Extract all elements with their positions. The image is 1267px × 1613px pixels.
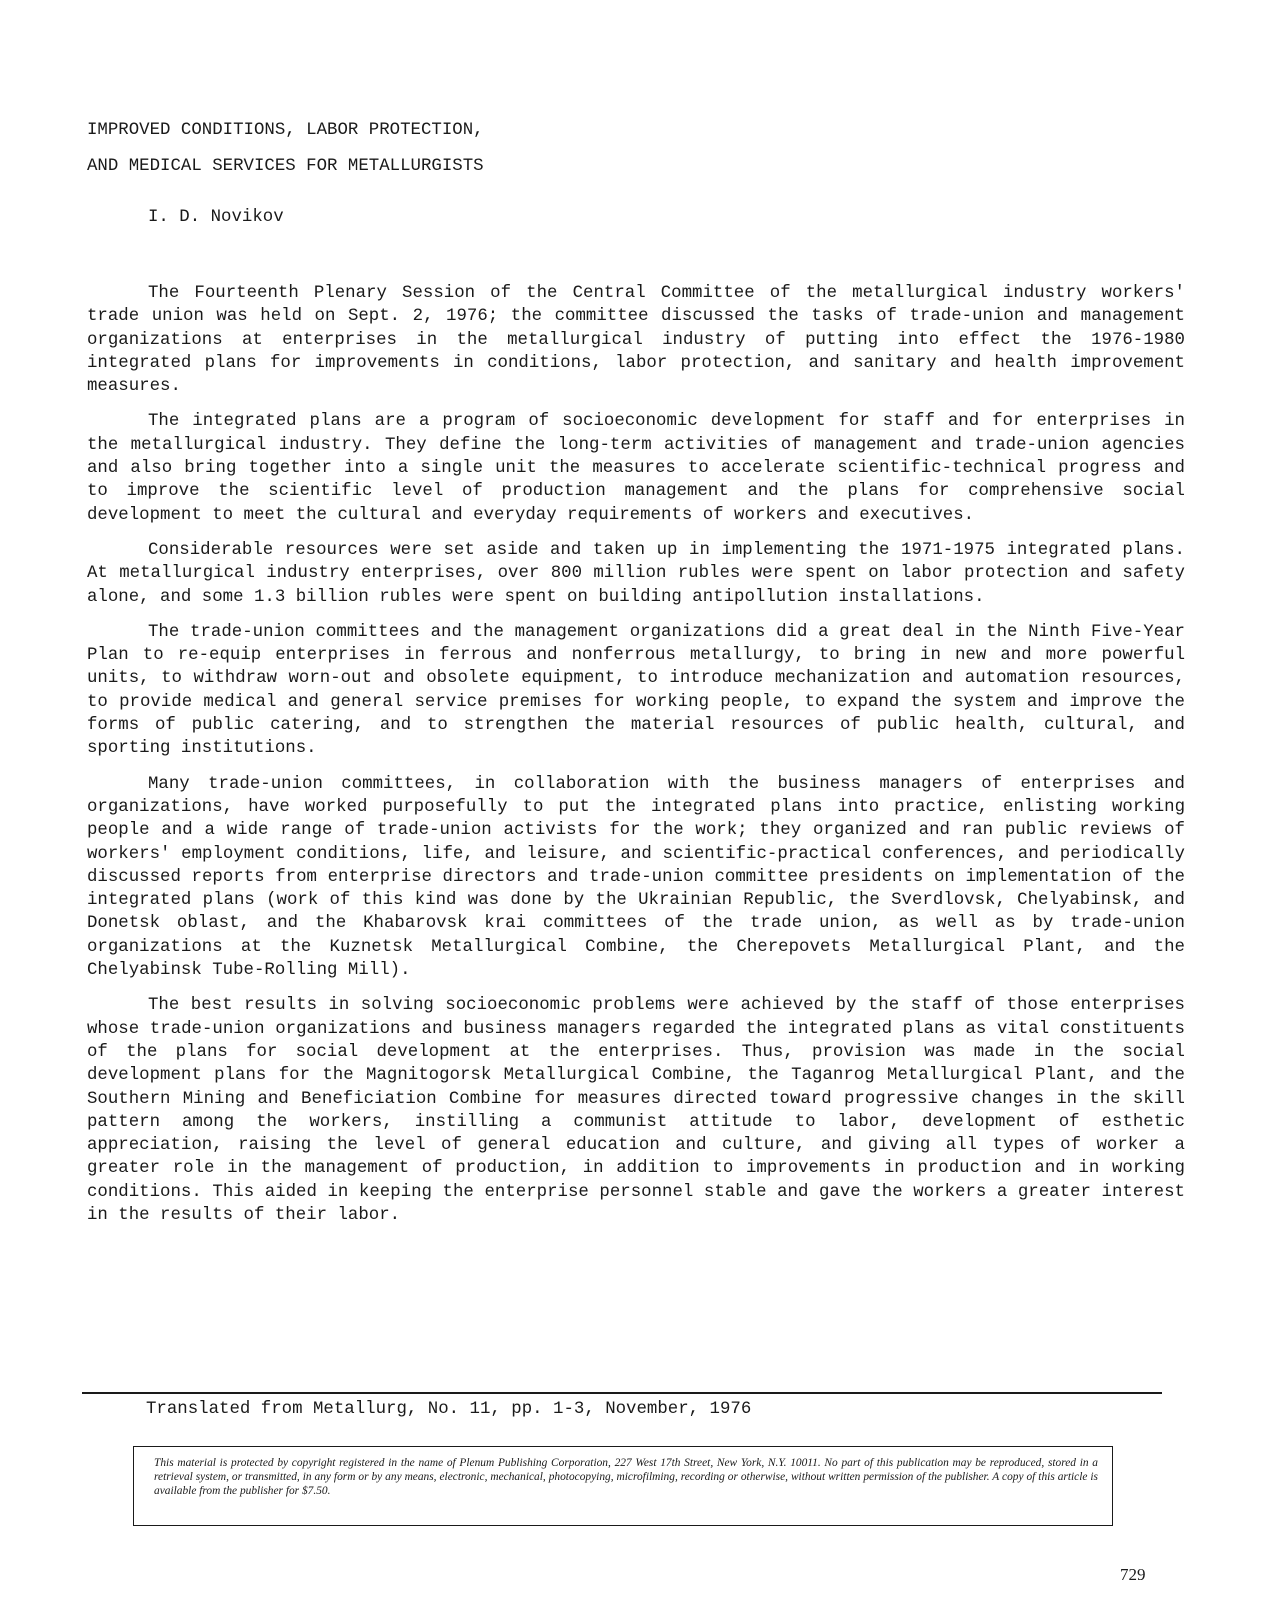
paragraph: Many trade-union committees, in collaboration with the business managers of enterprises and organizations, have worked purposefully to put the integrated plans into practice, enlisting working people and a wide range of trade-union activists for the work; they organized and ran public reviews of workers' employment conditions, life, and leisure, and scientific-practical conferences, and periodically discussed reports from enterprise directors and trade-union committee presidents on implementation of the integrated plans (work of this kind was done by the Ukrainian Republic, the Sverdlovsk, Chelyabinsk, and Donetsk oblast, and the Khabarovsk krai committees of the trade union, as well as by trade-union organizations at the Kuznetsk Metallurgical Combine, the Cherepovets Metallurgical Plant, and the Chelyabinsk Tube-Rolling Mill).: [87, 774, 1185, 981]
paragraph: The Fourteenth Plenary Session of the Central Committee of the metallurgical industry workers' trade union was held on Sept. 2, 1976; the committee discussed the tasks of trade-union and management organizations at enterprises in the metallurgical industry of putting into effect the 1976-1980 integrated plans for improvements in conditions, labor protection, and sanitary and health improvement measures.: [87, 284, 1185, 397]
paragraph: Considerable resources were set aside and taken up in implementing the 1971-1975 integrated plans. At metallurgical industry enterprises, over 800 million rubles were spent on labor protection and safety alone, and some 1.3 billion rubles were spent on building antipollution installations.: [87, 540, 1185, 607]
article-title-line-1: IMPROVED CONDITIONS, LABOR PROTECTION,: [87, 121, 484, 140]
paragraph: The integrated plans are a program of socioeconomic development for staff and for enterprises in the metallurgical industry. They define the long-term activities of management and trade-union agencies and also bring together into a single unit the measures to accelerate scientific-technical progress and to improve the scientific level of production management and the plans for comprehensive social development to meet the cultural and everyday requirements of workers and executives.: [87, 412, 1185, 525]
paragraph: The trade-union committees and the management organizations did a great deal in the Ninth Five-Year Plan to re-equip enterprises in ferrous and nonferrous metallurgy, to bring in new and more powerful units, to withdraw worn-out and obsolete equipment, to introduce mechanization and automation resources, to provide medical and general service premises for working people, to expand the system and improve the forms of public catering, and to strengthen the material resources of public health, cultural, and sporting institutions.: [87, 622, 1185, 759]
page-number: 729: [1120, 1565, 1146, 1584]
copyright-notice-text: This material is protected by copyright registered in the name of Plenum Publishing Corporation, 227 West 17th Street, New York, N.Y. 10011. No part of this publication may be reproduced, stored in a retrieval system, or transmitted, in any form or by any means, electronic, mechanical, photocopying, microfilming, recording or otherwise, without written permission of the publisher. A copy of this article is available from the publisher for $7.50.: [154, 1457, 1098, 1498]
article-title-line-2: AND MEDICAL SERVICES FOR METALLURGISTS: [87, 157, 484, 176]
paragraph: The best results in solving socioeconomic problems were achieved by the staff of those enterprises whose trade-union organizations and business managers regarded the integrated plans as vital constituents of the plans for social development at the enterprises. Thus, provision was made in the social development plans for the Magnitogorsk Metallurgical Combine, the Taganrog Metallurgical Plant, and the Southern Mining and Beneficiation Combine for measures directed toward progressive changes in the skill pattern among the workers, instilling a communist attitude to labor, development of esthetic appreciation, raising the level of general education and culture, and giving all types of worker a greater role in the management of production, in addition to improvements in production and in working conditions. This aided in keeping the enterprise personnel stable and gave the workers a greater interest in the results of their labor.: [87, 996, 1185, 1225]
copyright-notice-box: [133, 1446, 1113, 1526]
translation-source-note: Translated from Metallurg, No. 11, pp. 1-3, November, 1976: [146, 1400, 752, 1419]
footnote-divider: [82, 1392, 1162, 1394]
article-body: [87, 282, 1185, 1239]
article-author: I. D. Novikov: [148, 208, 284, 227]
